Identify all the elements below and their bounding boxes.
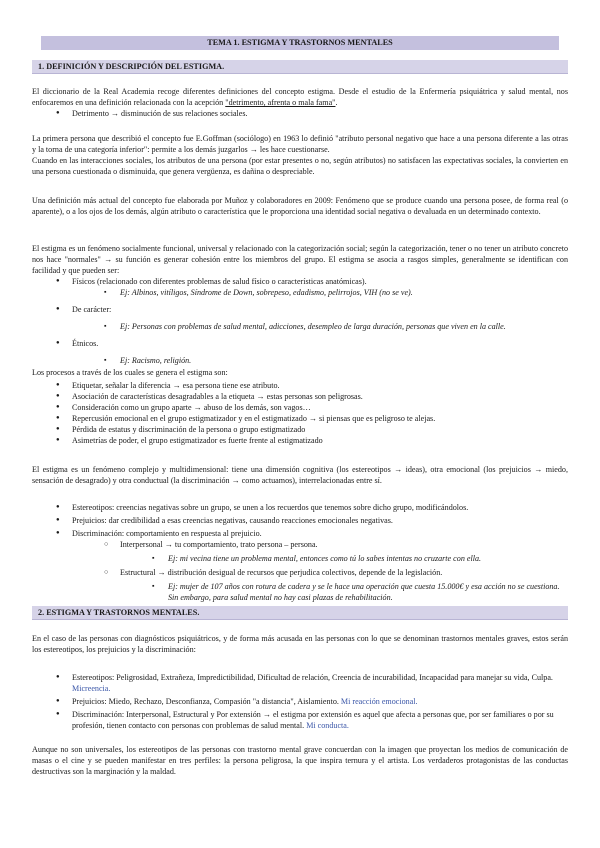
list-item <box>32 709 568 731</box>
dimensions-list <box>32 502 568 603</box>
example-item: ▪ Ej: mujer de 107 años con rotura de cadera y se le hace una operación que cuesta 15.000€ y esa acción no se cuestiona. Sin embargo, para salud mental no hay casi plazas de rehabilitación. <box>32 581 568 603</box>
example-item: ▪ Ej: Racismo, religión. <box>32 355 568 366</box>
paragraph-text: El diccionario de la Real Academia recoge diferentes definiciones del concepto estigma. Desde el estudio de la Enfermería psiquiátrica y salud mental, nos enfocaremos en una definición relacionada con la acepción <box>32 87 568 107</box>
paragraph-dictionary <box>32 86 568 108</box>
list-item: ● De carácter: <box>32 304 568 315</box>
paragraph-end: . <box>335 98 338 107</box>
example-item: ▪ Ej: Personas con problemas de salud mental, adicciones, desempleo de larga duración, personas que viven en la calle. <box>32 321 568 332</box>
process-list <box>32 380 568 446</box>
example-item: ▪ Ej: Albinos, vitíligos, Síndrome de Down, sobrepeso, edadismo, pelirrojos, VIH (no se ve). <box>32 287 568 298</box>
list-item: ● Detrimento → disminución de sus relaciones sociales. <box>32 108 568 119</box>
item-text: Discriminación: Interpersonal, Estructural y Por extensión → el estigma por extensión es aquel que afecta a personas que, por ser familiares o por su profesión, tienen contacto con personas con problemas de salud mental. <box>72 710 554 730</box>
list-item: ● Étnicos. <box>32 338 568 349</box>
paragraph-goffman: La primera persona que describió el concepto fue E.Goffman (sociólogo) en 1963 lo definió "atributo personal negativo que hace a una persona diferente a las otras y la torna de una categoría inferior": permite a los demás juzgarlos → les hace cuestionarse. <box>32 134 568 154</box>
stigma-types-list <box>32 276 568 366</box>
list-item <box>32 672 568 694</box>
paragraph-multidimensional: El estigma es un fenómeno complejo y multidimensional: tiene una dimensión cognitiva (los estereotipos → ideas), otra emocional (los prejuicios → miedo, sensación de desagrado) y otra conductual (la discriminación → como actuamos), interrelacionadas entre sí. <box>32 465 568 485</box>
list-item: ● Discriminación: comportamiento en respuesta al prejuicio. <box>32 528 568 539</box>
paragraph-media: Aunque no son universales, los estereotipos de las personas con trastorno mental grave concuerdan con la imagen que proyectan los medios de comunicación de masas o el cine y se pueden manifestar en tres perfiles: la persona peligrosa, la que inspira ternura y el artista. Los verdaderos protagonistas de las conductas destructivas son la marginación y la maldad. <box>32 745 568 776</box>
paragraph-processes: Los procesos a través de los cuales se genera el estigma son: <box>32 368 228 377</box>
section-heading-1: 1. DEFINICIÓN Y DESCRIPCIÓN DEL ESTIGMA. <box>32 60 568 74</box>
sub-item: ○ Interpersonal → tu comportamiento, trato persona – persona. <box>32 539 568 550</box>
list-item: ● Repercusión emocional en el grupo estigmatizador y en el estigmatizado → si piensas que es peligroso te alejas. <box>32 413 568 424</box>
list-item: ● Consideración como un grupo aparte → abuso de los demás, son vagos… <box>32 402 568 413</box>
list-item: ● Prejuicios: dar credibilidad a esas creencias negativas, causando reacciones emocionales negativas. <box>32 515 568 526</box>
item-note: Mi reacción emocional. <box>340 697 418 706</box>
item-note: Micreencia. <box>72 684 111 693</box>
list-item: ● Etiquetar, señalar la diferencia → esa persona tiene ese atributo. <box>32 380 568 391</box>
stigma-components-list <box>32 672 568 731</box>
paragraph-munoz: Una definición más actual del concepto fue elaborada por Muñoz y colaboradores en 2009: Fenómeno que se produce cuando una persona posee, de forma real (o aparente), o a los ojos de los demás, algún atributo o característica que le proporciona una identidad social negativa o devaluada en un determinado contexto. <box>32 196 568 216</box>
item-text: Estereotipos: Peligrosidad, Extrañeza, Impredictibilidad, Dificultad de relación, Creencia de incurabilidad, Incapacidad para manejar su vida, Culpa. <box>72 673 553 682</box>
list-item: ● Pérdida de estatus y discriminación de la persona o grupo estigmatizado <box>32 424 568 435</box>
list-item: ● Estereotipos: creencias negativas sobre un grupo, se unen a los recuerdos que tenemos sobre dicho grupo, modificándolos. <box>32 502 568 513</box>
paragraph-psychiatric: En el caso de las personas con diagnósticos psiquiátricos, y de forma más acusada en las personas con lo que se denominan trastornos mentales graves, estos serán los estereotipos, los prejuicios y la discriminación: <box>32 634 568 654</box>
paragraph-functional: El estigma es un fenómeno socialmente funcional, universal y relacionado con la categorización social; según la categorización, tener o no tener un atributo concreto nos hace "normales" → su función es generar cohesión entre los miembros del grupo. El estigma se asocia a rasgos simples, generalmente se identifican con facilidad y que pueden ser: <box>32 244 568 275</box>
list-item: ● Físicos (relacionado con diferentes problemas de salud físico o características anatómicas). <box>32 276 568 287</box>
item-text: Prejuicios: Miedo, Rechazo, Desconfianza, Compasión "a distancia", Aislamiento. <box>72 697 341 706</box>
paragraph-interactions: Cuando en las interacciones sociales, los atributos de una persona (por estar presentes o no, según atributos) no satisfacen las expectativas sociales, la convierten en una persona cuestionada o disminuida, que genera vergüenza, es dañina o despreciable. <box>32 156 568 176</box>
underlined-phrase: "detrimento, afrenta o mala fama" <box>225 98 336 107</box>
item-note: Mi conducta. <box>306 721 349 730</box>
document-title: TEMA 1. ESTIGMA Y TRASTORNOS MENTALES <box>41 36 559 50</box>
section-heading-2: 2. ESTIGMA Y TRASTORNOS MENTALES. <box>32 606 568 620</box>
example-item: ▪ Ej: mi vecina tiene un problema mental, entonces como tú lo sabes intentas no cruzarte con ella. <box>32 553 568 564</box>
bullet-list-detriment <box>32 108 568 119</box>
list-item: ● Asimetrías de poder, el grupo estigmatizador es fuerte frente al estigmatizado <box>32 435 568 446</box>
list-item: ● Asociación de características desagradables a la etiqueta → estas personas son peligrosas. <box>32 391 568 402</box>
sub-item: ○ Estructural → distribución desigual de recursos que perjudica colectivos, depende de la legislación. <box>32 567 568 578</box>
list-item <box>32 696 568 707</box>
